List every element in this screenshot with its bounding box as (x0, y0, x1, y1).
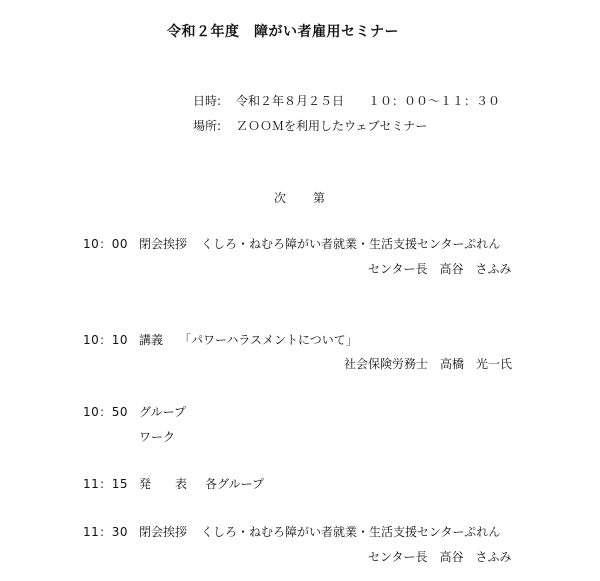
program-item: 発 表 (139, 477, 188, 491)
program-time: 10：10 (83, 333, 129, 347)
program-heading: 次 第 (274, 191, 327, 205)
program-detail: くしろ・ねむろ障がい者就業・生活支援センターぷれん (201, 525, 501, 539)
program-speaker: センター長 高谷 さふみ (368, 262, 512, 276)
program-time: 10：00 (83, 237, 129, 251)
program-speaker: 社会保険労務士 高橋 光一氏 (344, 357, 513, 371)
program-item: 閉会挨拶 (139, 237, 188, 251)
program-item-line2: ワーク (139, 430, 176, 444)
program-time: 11：15 (83, 477, 129, 491)
date-label: 日時: (193, 94, 222, 108)
program-detail: 各グループ (205, 477, 265, 491)
place-label: 場所: (193, 119, 222, 133)
program-detail: くしろ・ねむろ障がい者就業・生活支援センターぷれん (201, 237, 501, 251)
program-time: 11：30 (83, 525, 129, 539)
program-item: グループ (139, 405, 187, 419)
document-title: 令和２年度 障がい者雇用セミナー (167, 24, 399, 40)
program-item: 講義 (139, 333, 164, 347)
date-value: 令和２年８月２５日 １０：００～１１：３０ (236, 94, 501, 108)
place-value: ＺＯＯＭを利用したウェブセミナー (236, 119, 428, 133)
program-speaker: センター長 高谷 さふみ (368, 550, 512, 564)
program-detail: 「パワーハラスメントについて」 (179, 333, 358, 347)
program-item: 閉会挨拶 (139, 525, 188, 539)
program-time: 10：50 (83, 405, 129, 419)
